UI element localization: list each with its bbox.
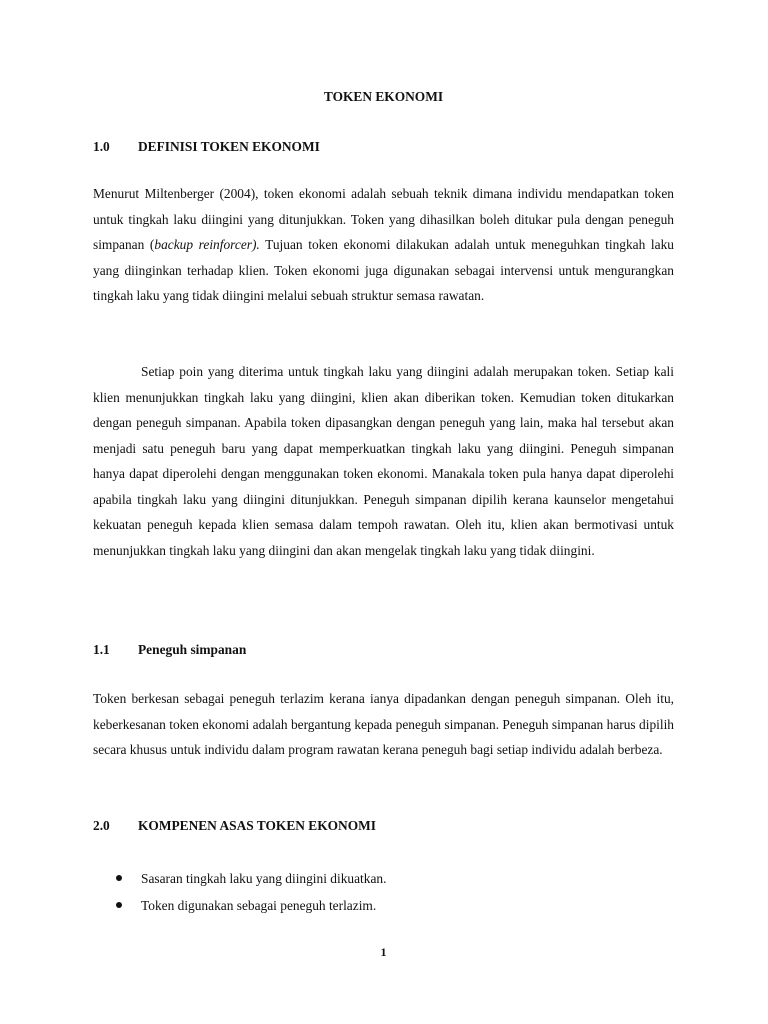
- list-item: [93, 865, 674, 892]
- list-item-text: Sasaran tingkah laku yang diingini dikuatkan.: [141, 871, 387, 886]
- list-item: [93, 892, 674, 919]
- section-number: 1.0: [93, 139, 110, 154]
- section-title: KOMPENEN ASAS TOKEN EKONOMI: [138, 818, 376, 833]
- section-number: 2.0: [93, 818, 110, 833]
- bullet-icon: [116, 875, 122, 881]
- paragraph-text: Menurut Miltenberger (2004), token ekonomi adalah sebuah teknik dimana individu mendapatkan token untuk tingkah laku diingini yang ditunjukkan. Token yang dihasilkan boleh ditukar pula dengan peneguh simpanan (: [93, 186, 674, 252]
- component-bullet-list: [93, 865, 674, 919]
- list-item-text: Token digunakan sebagai peneguh terlazim.: [141, 898, 377, 913]
- page-number: 1: [380, 945, 387, 959]
- section-title: DEFINISI TOKEN EKONOMI: [138, 139, 320, 154]
- paragraph-token-points: Setiap poin yang diterima untuk tingkah laku yang diingini adalah merupakan token. Setiap kali klien menunjukkan tingkah laku yang diingini, klien akan diberikan token. Kemudian token ditukarkan dengan peneguh simpanan. Apabila token dipasangkan dengan peneguh yang lain, maka hal tersebut akan menjadi satu peneguh baru yang dapat memperkuatkan tingkah laku yang diingini. Peneguh simpanan hanya dapat diperolehi dengan menggunakan token ekonomi. Manakala token pula hanya dapat diperolehi apabila tingkah laku yang diingini ditunjukkan. Peneguh simpanan dipilih kerana kaunselor mengetahui kekuatan peneguh kepada klien semasa dalam tempoh rawatan. Oleh itu, klien akan bermotivasi untuk menunjukkan tingkah laku yang diingini dan akan mengelak tingkah laku yang tidak diingini.: [93, 364, 674, 558]
- section-heading-1-0: [93, 139, 320, 155]
- document-page: [93, 0, 674, 1024]
- paragraph-definition: [93, 181, 674, 309]
- italic-term: backup reinforcer).: [154, 237, 260, 252]
- paragraph-backup-reinforcer: Token berkesan sebagai peneguh terlazim kerana ianya dipadankan dengan peneguh simpanan. Oleh itu, keberkesanan token ekonomi adalah bergantung kepada peneguh simpanan. Peneguh simpanan harus dipilih secara khusus untuk individu dalam program rawatan kerana peneguh bagi setiap individu adalah berbeza.: [93, 691, 674, 757]
- section-title: Peneguh simpanan: [138, 642, 247, 657]
- section-heading-1-1: [93, 642, 246, 658]
- paragraph-text: Tujuan token ekonomi dilakukan adalah untuk meneguhkan tingkah laku yang diinginkan terhadap klien. Token ekonomi juga digunakan sebagai intervensi untuk mengurangkan tingkah laku yang tidak diingini melalui sebuah struktur semasa rawatan.: [93, 237, 674, 303]
- section-number: 1.1: [93, 642, 110, 657]
- document-title: TOKEN EKONOMI: [323, 89, 444, 104]
- section-heading-2-0: [93, 818, 376, 834]
- bullet-icon: [116, 902, 122, 908]
